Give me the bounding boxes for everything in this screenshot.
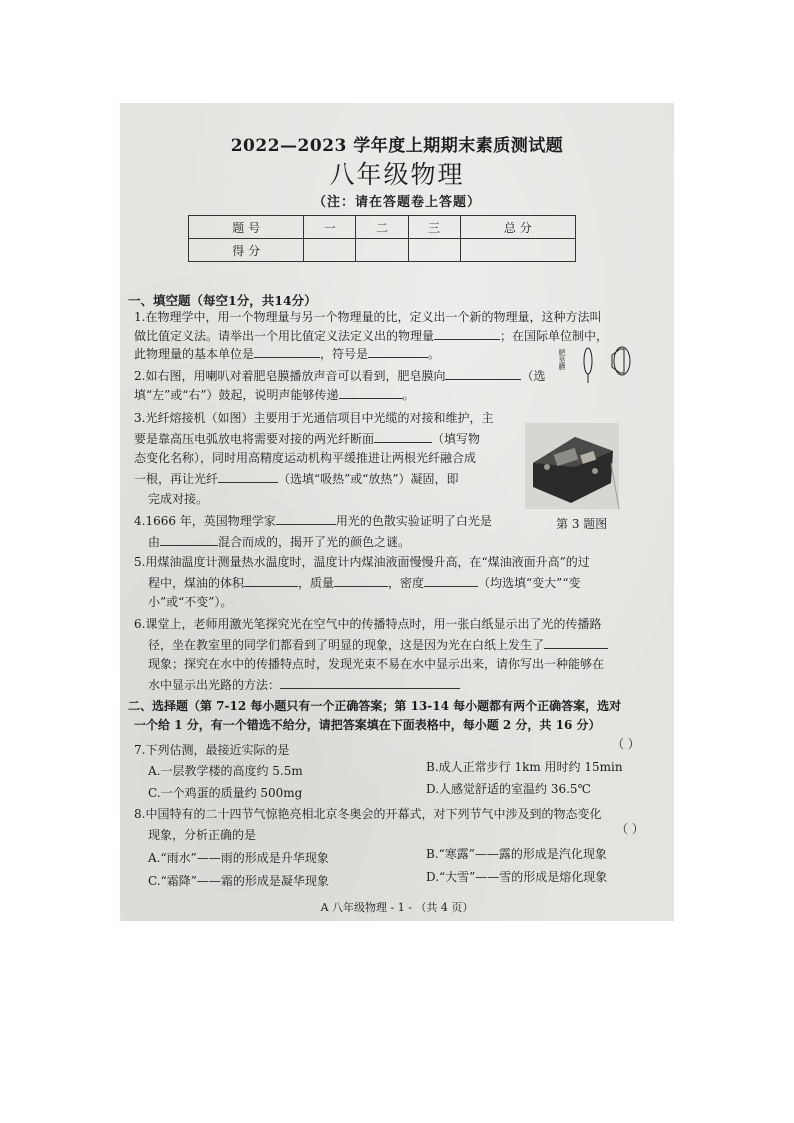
q7-option-d: D.人感觉舒适的室温约 36.5℃: [426, 782, 591, 796]
soap-film-speaker-figure: [558, 341, 632, 383]
answer-blank[interactable]: [280, 676, 460, 689]
q5-line3: 小”或“不变”）。: [148, 595, 233, 609]
q1-text: 。: [428, 347, 441, 361]
score-blank-cell[interactable]: [460, 239, 575, 262]
score-blank-cell[interactable]: [356, 239, 408, 262]
score-cell: 二: [356, 216, 408, 239]
section2-heading: 二、选择题（第 7-12 每小题只有一个正确答案；第 13-14 每小题都有两个正确答案，选对: [128, 699, 622, 713]
answer-blank[interactable]: [160, 533, 218, 546]
answer-blank[interactable]: [244, 574, 298, 587]
q1-text: 此物理量的基本单位是: [134, 347, 255, 361]
q8-option-c: C.“霜降”——霜的形成是凝华现象: [148, 874, 329, 888]
q8-answer-bracket[interactable]: （ ）: [616, 822, 644, 836]
q3-line2: [134, 430, 480, 447]
soap-film-icon: [584, 348, 592, 374]
answer-blank[interactable]: [276, 512, 336, 525]
q4-line2: [148, 533, 410, 550]
q7-answer-bracket[interactable]: （ ）: [612, 737, 640, 751]
score-blank-cell[interactable]: [304, 239, 356, 262]
q7-option-c: C.一个鸡蛋的质量约 500mg: [148, 786, 303, 800]
q1-text: ；在国际单位制中，: [500, 329, 609, 343]
q1-text: 做比值定义法。请举出一个用比值定义法定义出的物理量: [134, 329, 435, 343]
q3-line4: [134, 470, 459, 487]
q5-text: 程中，煤油的体积: [148, 576, 245, 590]
q1-line1: 1.在物理学中，用一个物理量与另一个物理量的比，定义出一个新的物理量，这种方法叫: [134, 310, 602, 324]
figure3-caption: 第 3 题图: [556, 517, 608, 531]
q4-line1: [134, 512, 492, 529]
q1-line2: [134, 327, 608, 344]
q2-line1: [134, 367, 545, 384]
score-table-score-row: [189, 239, 576, 262]
q3-text: 一根，再让光纤: [134, 472, 219, 486]
q3-text: （填写物: [432, 432, 481, 446]
q5-text: ，质量: [298, 576, 335, 590]
q6-line3: 现象；探究在水中的传播特点时，发现光束不易在水中显示出来，请你写出一种能够在: [148, 657, 605, 671]
q4-text: 4.1666 年，英国物理学家: [134, 514, 276, 528]
q5-text: （均选填“变大”“变: [478, 576, 581, 590]
q8-option-b: B.“寒露”——露的形成是汽化现象: [426, 847, 607, 861]
q3-text: 要是靠高压电弧放电将需要对接的两光纤断面: [134, 432, 375, 446]
q8-line1: 8.中国特有的二十四节气惊艳亮相北京冬奥会的开幕式，对下列节气中涉及到的物态变化: [134, 807, 602, 821]
q1-text: ，符号是: [320, 347, 369, 361]
q1-line3: [134, 345, 440, 362]
exam-title: 2022—2023 学年度上期期末素质测试题: [230, 136, 564, 156]
q3-line5: 完成对接。: [148, 492, 209, 506]
q8-option-a: A.“雨水”——雨的形成是升华现象: [148, 851, 329, 865]
answer-blank[interactable]: [218, 470, 278, 483]
answer-blank[interactable]: [424, 574, 478, 587]
answer-blank[interactable]: [445, 367, 521, 380]
score-table-header-row: [189, 216, 576, 239]
q7-option-b: B.成人正常步行 1km 用时约 15min: [426, 760, 623, 774]
q8-option-d: D.“大雪”——雪的形成是熔化现象: [426, 870, 608, 884]
q3-line1: 3.光纤熔接机（如图）主要用于光通信项目中光缆的对接和维护，主: [134, 411, 494, 425]
q8-line2: 现象，分析正确的是: [148, 828, 257, 842]
answer-blank[interactable]: [339, 386, 403, 399]
score-cell: 题 号: [189, 216, 304, 239]
q3-text: （选填“吸热”或“放热”）凝固，即: [278, 472, 459, 486]
subject-title: 八年级物理: [329, 160, 465, 189]
section1-heading: 一、填空题（每空1分，共14分）: [128, 293, 317, 308]
score-blank-cell[interactable]: [408, 239, 460, 262]
score-cell: 三: [408, 216, 460, 239]
q5-line1: 5.用煤油温度计测量热水温度时，温度计内煤油液面慢慢升高，在“煤油液面升高”的过: [134, 555, 590, 569]
q4-text: 混合而成的，揭开了光的颜色之谜。: [218, 535, 411, 549]
q6-line4: [148, 676, 460, 693]
section2-heading-line2: 一个给 1 分，有一个错选不给分，请把答案填在下面表格中，每小题 2 分，共 16 分）: [134, 718, 601, 732]
exam-page: [120, 103, 674, 921]
q6-text: 径，坐在教室里的同学们都看到了明显的现象，这是因为光在白纸上发生了: [148, 638, 545, 652]
score-cell: 一: [304, 216, 356, 239]
q2-text: （选: [521, 369, 546, 383]
fusion-splicer-photo: [525, 423, 619, 509]
answer-blank[interactable]: [334, 574, 388, 587]
score-table: [188, 215, 576, 262]
q6-line1: 6.课堂上，老师用激光笔探究光在空气中的传播特点时，用一张白纸显示出了光的传播路: [134, 617, 602, 631]
q6-line2: [148, 636, 608, 653]
q7-stem: 7.下列估测，最接近实际的是: [134, 743, 290, 757]
q3-line3: 态变化名称），同时用高精度运动机构平缓推进让两根光纤融合成: [134, 451, 477, 465]
page-footer: A 八年级物理 - 1 - （共 4 页）: [320, 901, 474, 914]
answer-blank[interactable]: [254, 345, 320, 358]
q5-line2: [148, 574, 580, 591]
answer-blank[interactable]: [434, 327, 500, 340]
q4-text: 由: [148, 535, 161, 549]
q7-option-a: A.一层教学楼的高度约 5.5m: [148, 764, 303, 778]
answer-blank[interactable]: [544, 636, 608, 649]
score-cell: 总 分: [460, 216, 575, 239]
q2-text: 填“左”或“右”）鼓起，说明声能够传递: [134, 388, 339, 402]
q2-text: 2.如右图，用喇叭对着肥皂膜播放声音可以看到，肥皂膜向: [134, 369, 446, 383]
fig-label-soap-film: 肥皂膜: [558, 349, 566, 370]
answer-blank[interactable]: [368, 345, 428, 358]
answer-note: （注：请在答题卷上答题）: [312, 195, 481, 210]
q5-text: ，密度: [388, 576, 425, 590]
q6-text: 水中显示出光路的方法：: [148, 678, 281, 692]
q2-line2: [134, 386, 415, 403]
q2-text: 。: [402, 388, 415, 402]
q4-text: 用光的色散实验证明了白光是: [335, 514, 492, 528]
score-label-cell: 得 分: [189, 239, 304, 262]
answer-blank[interactable]: [374, 430, 432, 443]
